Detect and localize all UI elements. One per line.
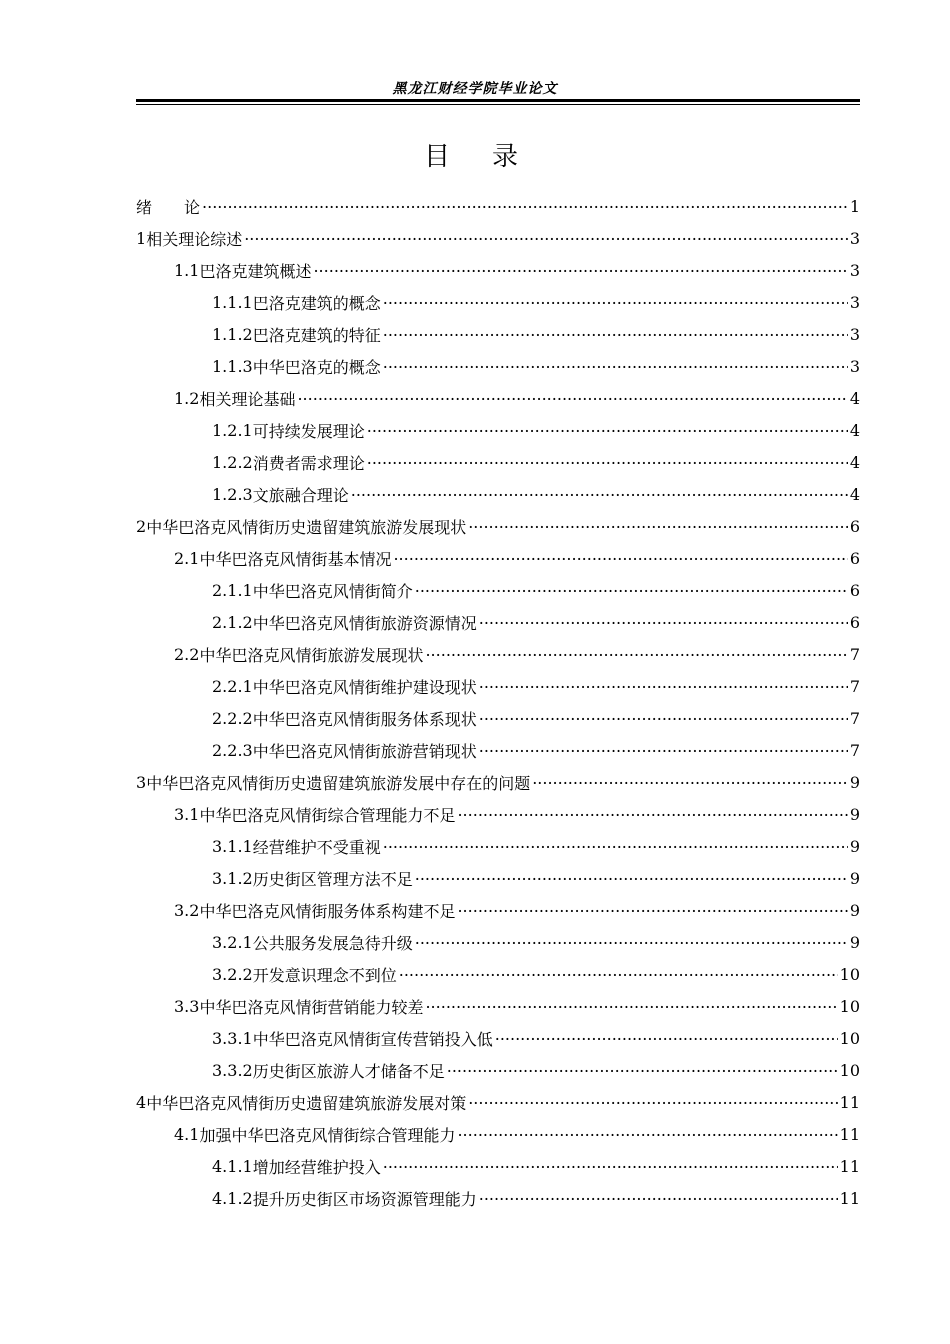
toc-entry-page: 11: [839, 1124, 860, 1144]
toc-entry-label: 可持续发展理论: [252, 421, 365, 441]
toc-entry-number: 2.2.1: [212, 676, 253, 696]
toc-entry-page: 9: [849, 772, 860, 792]
toc-entry-page: 9: [849, 868, 860, 888]
toc-dot-leader: [479, 673, 848, 692]
toc-entry[interactable]: [136, 190, 860, 222]
toc-entry-page: 3: [849, 292, 860, 312]
toc-entry-page: 10: [839, 1028, 860, 1048]
toc-entry-page: 11: [839, 1092, 860, 1112]
toc-entry[interactable]: [136, 254, 860, 286]
toc-entry-page: 3: [849, 356, 860, 376]
toc-entry-number: 1.2.3: [212, 484, 253, 504]
toc-entry-label: 公共服务发展急待升级: [252, 933, 413, 953]
toc-entry-label: 加强中华巴洛克风情街综合管理能力: [199, 1125, 456, 1145]
toc-entry-page: 7: [849, 676, 860, 696]
toc-entry[interactable]: [136, 766, 860, 798]
toc-dot-leader: [383, 353, 848, 372]
toc-dot-leader: [383, 321, 848, 340]
toc-dot-leader: [383, 289, 848, 308]
toc-dot-leader: [383, 833, 848, 852]
table-of-contents: [136, 190, 860, 1214]
toc-dot-leader: [457, 897, 847, 916]
toc-dot-leader: [367, 417, 848, 436]
toc-entry-label: 提升历史街区市场资源管理能力: [252, 1189, 477, 1209]
toc-entry[interactable]: [136, 478, 860, 510]
toc-dot-leader: [479, 609, 848, 628]
toc-entry-page: 10: [839, 1060, 860, 1080]
toc-dot-leader: [244, 225, 848, 244]
toc-dot-leader: [415, 929, 848, 948]
toc-entry-label: 中华巴洛克风情街历史遗留建筑旅游发展现状: [146, 517, 467, 537]
toc-entry[interactable]: [136, 222, 860, 254]
toc-entry-page: 1: [849, 196, 860, 216]
toc-entry-number: 3: [136, 772, 147, 792]
toc-entry-number: 3.1.2: [212, 868, 253, 888]
toc-entry-page: 6: [849, 548, 860, 568]
toc-entry[interactable]: [136, 286, 860, 318]
toc-entry[interactable]: [136, 1054, 860, 1086]
toc-entry-number: 2.1.1: [212, 580, 253, 600]
toc-entry-number: 2.2.2: [212, 708, 253, 728]
header-rule-thin: [136, 104, 860, 105]
running-header-title: 黑龙江财经学院毕业论文: [392, 81, 558, 97]
toc-dot-leader: [495, 1025, 838, 1044]
toc-entry-label: 消费者需求理论: [252, 453, 365, 473]
toc-entry-label: 中华巴洛克风情街基本情况: [199, 549, 392, 569]
toc-entry-label: 中华巴洛克风情街服务体系构建不足: [199, 901, 456, 921]
toc-entry-label: 历史街区旅游人才储备不足: [252, 1061, 445, 1081]
toc-entry-label: 历史街区管理方法不足: [252, 869, 413, 889]
toc-entry-number: 2.1.2: [212, 612, 253, 632]
toc-title: 目 录: [423, 142, 526, 172]
toc-dot-leader: [297, 385, 847, 404]
toc-entry-label: 增加经营维护投入: [252, 1157, 381, 1177]
toc-dot-leader: [447, 1057, 838, 1076]
toc-entry-label: 经营维护不受重视: [252, 837, 381, 857]
toc-entry[interactable]: [136, 638, 860, 670]
toc-entry[interactable]: [136, 542, 860, 574]
toc-entry-label: 中华巴洛克的概念: [252, 357, 381, 377]
toc-entry[interactable]: [136, 414, 860, 446]
toc-entry-number: 1: [136, 228, 147, 248]
toc-dot-leader: [479, 705, 848, 724]
toc-entry-page: 4: [849, 484, 860, 504]
toc-entry[interactable]: [136, 830, 860, 862]
toc-entry-number: 1.1: [174, 260, 200, 280]
toc-entry-label: 绪 论: [136, 197, 201, 217]
toc-entry[interactable]: [136, 318, 860, 350]
toc-entry-page: 9: [849, 932, 860, 952]
toc-dot-leader: [425, 993, 837, 1012]
toc-entry-page: 3: [849, 228, 860, 248]
toc-entry-number: 2.1: [174, 548, 200, 568]
toc-entry-label: 相关理论基础: [199, 389, 296, 409]
toc-entry-page: 10: [839, 996, 860, 1016]
toc-entry-page: 6: [849, 580, 860, 600]
toc-dot-leader: [468, 1089, 837, 1108]
toc-entry-number: 1.2.2: [212, 452, 253, 472]
toc-dot-leader: [457, 1121, 837, 1140]
toc-entry-number: 4: [136, 1092, 147, 1112]
toc-entry-label: 中华巴洛克风情街维护建设现状: [252, 677, 477, 697]
toc-entry[interactable]: [136, 1022, 860, 1054]
toc-dot-leader: [393, 545, 847, 564]
toc-entry[interactable]: [136, 670, 860, 702]
toc-entry-number: 1.2.1: [212, 420, 253, 440]
toc-entry[interactable]: [136, 1150, 860, 1182]
toc-entry-page: 11: [839, 1156, 860, 1176]
toc-entry-number: 4.1.1: [212, 1156, 253, 1176]
toc-entry-number: 3.3: [174, 996, 200, 1016]
toc-dot-leader: [351, 481, 848, 500]
toc-entry-number: 4.1: [174, 1124, 200, 1144]
toc-entry-page: 9: [849, 900, 860, 920]
toc-entry-page: 6: [849, 612, 860, 632]
toc-dot-leader: [367, 449, 848, 468]
toc-entry-label: 巴洛克建筑的概念: [252, 293, 381, 313]
toc-dot-leader: [399, 961, 838, 980]
toc-entry-number: 3.3.2: [212, 1060, 253, 1080]
toc-entry[interactable]: [136, 350, 860, 382]
toc-entry-label: 中华巴洛克风情街简介: [252, 581, 413, 601]
toc-entry-label: 巴洛克建筑概述: [199, 261, 312, 281]
toc-dot-leader: [425, 641, 847, 660]
toc-entry-number: 3.1.1: [212, 836, 253, 856]
toc-entry[interactable]: [136, 958, 860, 990]
toc-entry-page: 9: [849, 836, 860, 856]
toc-entry-page: 7: [849, 644, 860, 664]
toc-entry-label: 中华巴洛克风情街旅游发展现状: [199, 645, 424, 665]
toc-dot-leader: [468, 513, 848, 532]
toc-entry-page: 3: [849, 260, 860, 280]
toc-entry-number: 1.1.2: [212, 324, 253, 344]
toc-entry-page: 3: [849, 324, 860, 344]
toc-entry-label: 中华巴洛克风情街旅游营销现状: [252, 741, 477, 761]
toc-entry[interactable]: [136, 382, 860, 414]
toc-entry[interactable]: [136, 1086, 860, 1118]
toc-entry[interactable]: [136, 862, 860, 894]
toc-entry-page: 11: [839, 1188, 860, 1208]
toc-dot-leader: [532, 769, 848, 788]
toc-entry[interactable]: [136, 894, 860, 926]
toc-entry[interactable]: [136, 798, 860, 830]
header-rule-thick: [136, 99, 860, 102]
toc-entry[interactable]: [136, 734, 860, 766]
toc-entry-number: 1.1.3: [212, 356, 253, 376]
toc-entry-page: 7: [849, 740, 860, 760]
toc-dot-leader: [479, 1185, 838, 1204]
toc-entry-page: 7: [849, 708, 860, 728]
toc-entry-number: 3.2.1: [212, 932, 253, 952]
toc-dot-leader: [313, 257, 847, 276]
toc-dot-leader: [479, 737, 848, 756]
toc-entry[interactable]: [136, 1182, 860, 1214]
toc-entry[interactable]: [136, 446, 860, 478]
toc-entry-label: 巴洛克建筑的特征: [252, 325, 381, 345]
toc-entry-number: 4.1.2: [212, 1188, 253, 1208]
toc-entry-number: 2.2.3: [212, 740, 253, 760]
toc-entry[interactable]: [136, 702, 860, 734]
toc-entry[interactable]: [136, 926, 860, 958]
toc-entry-number: 3.3.1: [212, 1028, 253, 1048]
toc-entry-number: 3.1: [174, 804, 200, 824]
toc-entry-label: 中华巴洛克风情街宣传营销投入低: [252, 1029, 493, 1049]
toc-entry-page: 4: [849, 388, 860, 408]
toc-entry-label: 中华巴洛克风情街旅游资源情况: [252, 613, 477, 633]
toc-entry-label: 中华巴洛克风情街服务体系现状: [252, 709, 477, 729]
toc-entry-label: 相关理论综述: [146, 229, 243, 249]
toc-entry-number: 2.2: [174, 644, 200, 664]
toc-entry-page: 6: [849, 516, 860, 536]
toc-entry-label: 中华巴洛克风情街营销能力较差: [199, 997, 424, 1017]
toc-dot-leader: [415, 865, 848, 884]
toc-entry[interactable]: [136, 606, 860, 638]
toc-entry-label: 中华巴洛克风情街历史遗留建筑旅游发展对策: [146, 1093, 467, 1113]
toc-entry[interactable]: [136, 990, 860, 1022]
toc-entry-label: 开发意识理念不到位: [252, 965, 397, 985]
toc-entry-label: 中华巴洛克风情街综合管理能力不足: [199, 805, 456, 825]
toc-entry-page: 4: [849, 420, 860, 440]
toc-entry-number: 3.2: [174, 900, 200, 920]
toc-dot-leader: [202, 193, 848, 212]
toc-entry-page: 9: [849, 804, 860, 824]
toc-entry-number: 1.1.1: [212, 292, 253, 312]
toc-dot-leader: [415, 577, 848, 596]
toc-entry-label: 中华巴洛克风情街历史遗留建筑旅游发展中存在的问题: [146, 773, 531, 793]
toc-entry-label: 文旅融合理论: [252, 485, 349, 505]
toc-entry-number: 3.2.2: [212, 964, 253, 984]
toc-entry-page: 4: [849, 452, 860, 472]
toc-entry-number: 2: [136, 516, 147, 536]
toc-dot-leader: [457, 801, 847, 820]
toc-entry[interactable]: [136, 1118, 860, 1150]
toc-entry[interactable]: [136, 510, 860, 542]
toc-entry-page: 10: [839, 964, 860, 984]
toc-entry-number: 1.2: [174, 388, 200, 408]
toc-entry[interactable]: [136, 574, 860, 606]
toc-dot-leader: [383, 1153, 838, 1172]
